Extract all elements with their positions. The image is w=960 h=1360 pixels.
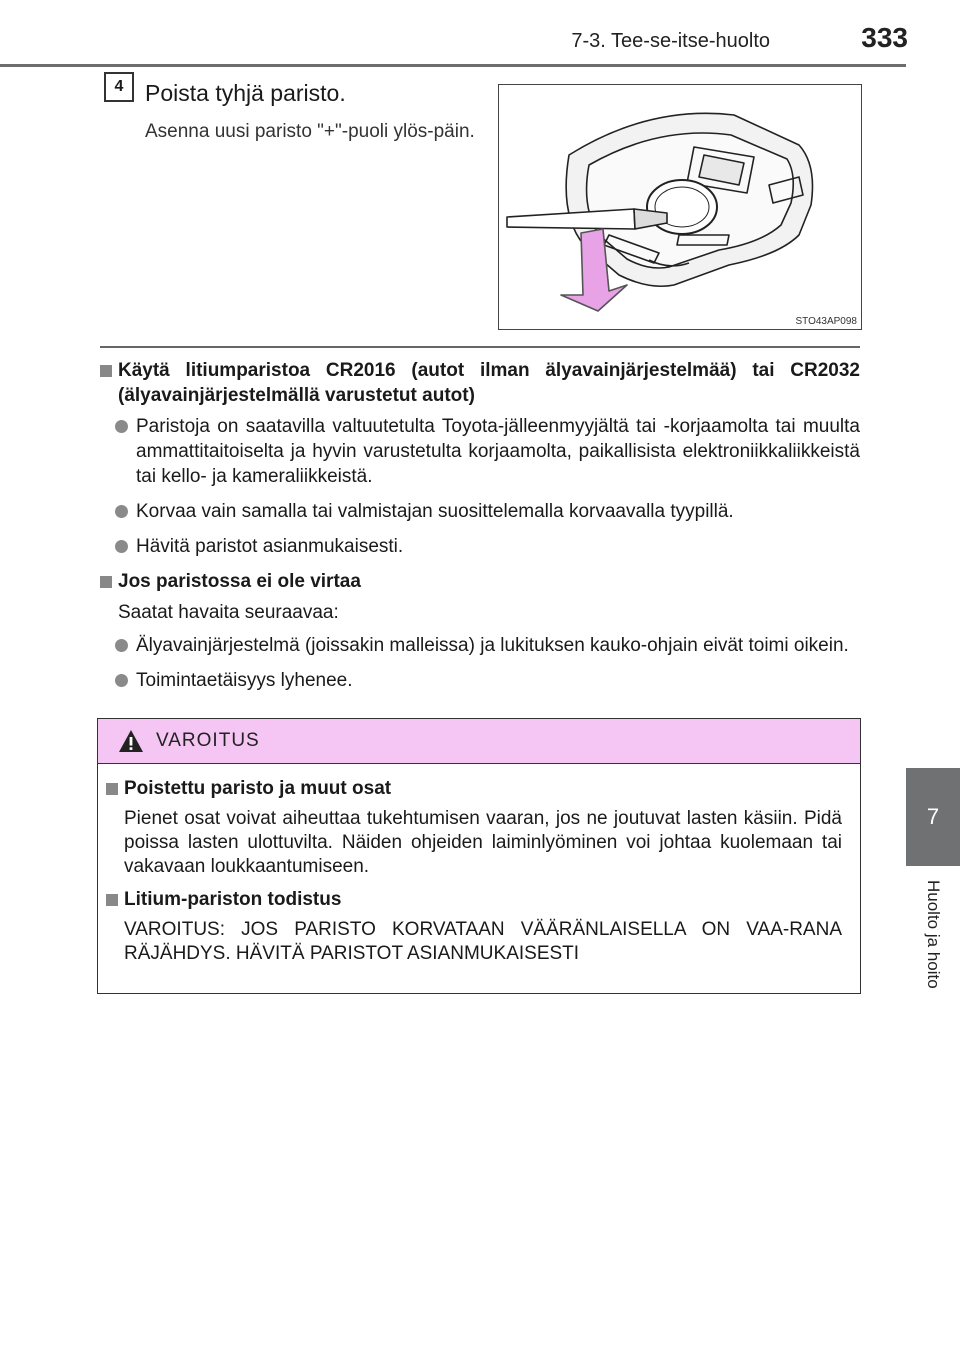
dead-battery-heading: Jos paristossa ei ole virtaa <box>100 569 860 594</box>
bullet-dot-icon <box>115 420 128 433</box>
warning-header <box>98 719 860 764</box>
chapter-number: 7 <box>926 804 940 829</box>
bullet-dot-icon <box>115 540 128 553</box>
step-number-box <box>104 72 134 102</box>
square-bullet-icon <box>100 576 112 588</box>
warning-item-heading: Poistettu paristo ja muut osat <box>106 776 842 801</box>
chapter-side-label <box>906 880 960 1030</box>
list-item: Korvaa vain samalla tai valmistajan suosittelemalla korvaavalla tyypillä. <box>100 499 860 524</box>
bullet-dot-icon <box>115 505 128 518</box>
warning-item-text: Pienet osat voivat aiheuttaa tukehtumisen vaaran, jos ne joutuvat lasten käsiin. Pidä poissa lasten ulottuvilta. Näiden ohjeiden laiminlyöminen voi johtaa kuolemaan tai vakavaan loukkaantumiseen. <box>124 808 842 877</box>
key-fob-illustration <box>499 85 861 329</box>
list-item: Hävitä paristot asianmukaisesti. <box>100 534 860 559</box>
battery-type-heading: Käytä litiumparistoa CR2016 (autot ilman älyavainjärjestelmää) tai CR2032 (älyavainjärjestelmällä varustetut autot) <box>100 358 860 408</box>
chapter-tab <box>906 768 960 866</box>
warning-box <box>97 718 861 994</box>
chapter-label: Huolto ja hoito <box>924 880 943 989</box>
bullet-dot-icon <box>115 674 128 687</box>
square-bullet-icon <box>106 783 118 795</box>
figure-code: STO43AP098 <box>795 316 857 327</box>
list-item: Paristoja on saatavilla valtuutetulta Toyota-jälleenmyyjältä tai -korjaamolta tai muulta ammattitaitoiselta ja hyvin varustetulta korjaamolta, paikallisista elektroniikkaliikkeistä tai kello- ja kameraliikkeistä. <box>100 414 860 489</box>
square-bullet-icon <box>100 365 112 377</box>
list-item: Toimintaetäisyys lyhenee. <box>100 668 860 693</box>
page-number: 333 <box>861 22 908 53</box>
section-title: 7-3. Tee-se-itse-huolto <box>571 30 770 52</box>
square-bullet-icon <box>106 894 118 906</box>
step-description: Asenna uusi paristo "+"-puoli ylös-päin. <box>145 121 475 142</box>
battery-removal-figure <box>498 84 862 330</box>
section-divider <box>100 346 860 348</box>
body-content <box>100 358 860 703</box>
dead-battery-intro: Saatat havaita seuraavaa: <box>118 602 339 623</box>
header-rule <box>0 64 906 67</box>
warning-title: VAROITUS <box>156 730 260 751</box>
list-item: Älyavainjärjestelmä (joissakin malleissa) ja lukituksen kauko-ohjain eivät toimi oikein. <box>100 633 860 658</box>
warning-item-heading: Litium-pariston todistus <box>106 887 842 912</box>
warning-triangle-icon <box>118 729 144 753</box>
bullet-dot-icon <box>115 639 128 652</box>
step-heading: Poista tyhjä paristo. <box>145 80 346 106</box>
warning-body <box>98 764 860 966</box>
warning-item-text: VAROITUS: JOS PARISTO KORVATAAN VÄÄRÄNLAISELLA ON VAA-RANA RÄJÄHDYS. HÄVITÄ PARISTOT ASIANMUKAISESTI <box>124 919 842 964</box>
step-number: 4 <box>114 78 124 95</box>
